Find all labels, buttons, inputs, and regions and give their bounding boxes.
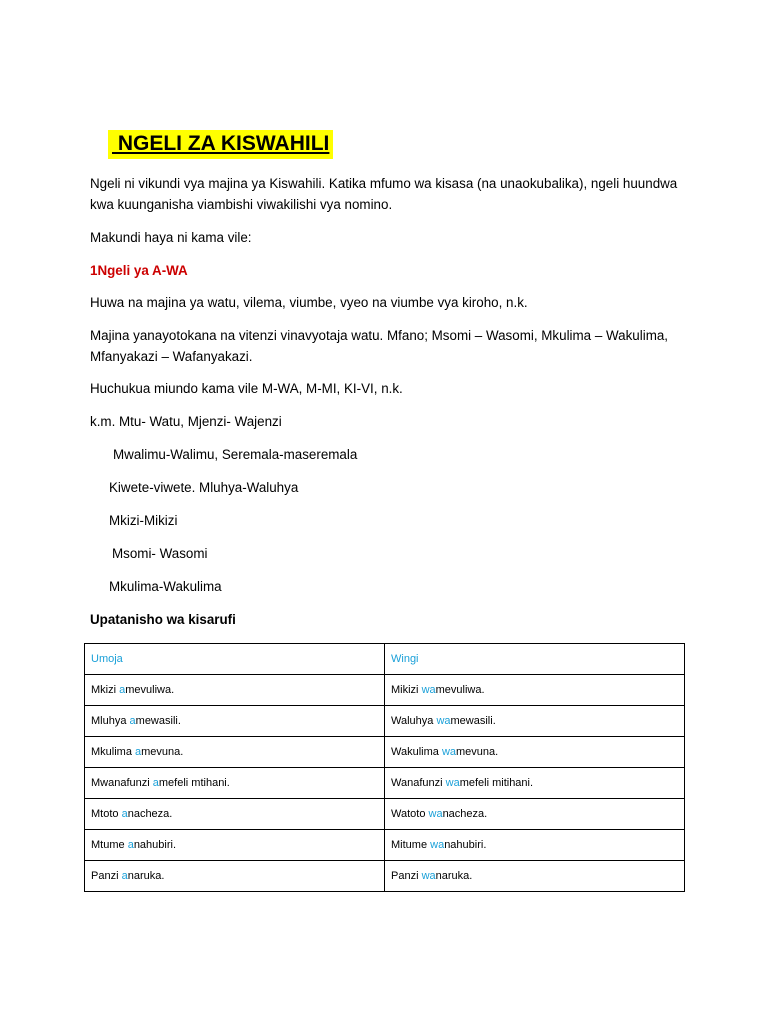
sentence-text: Mluhya [91,715,130,727]
umoja-cell [85,706,385,737]
agreement-marker: wa [445,777,460,789]
table-row [85,861,685,892]
wingi-cell [385,706,685,737]
agreement-marker: a [119,684,126,696]
sentence-text: mewasili. [135,715,181,727]
agreement-marker: wa [430,839,445,851]
wingi-cell [385,861,685,892]
agreement-marker: wa [441,746,456,758]
paragraph-vitenzi: Majina yanayotokana na vitenzi vinavyotaja watu. Mfano; Msomi – Wasomi, Mkulima – Wakulima, Mfanyakazi – Wafanyakazi. [90,328,669,364]
column-header-wingi: Wingi [385,644,685,675]
sentence-text: Mikizi [391,684,422,696]
sentence-text: mevuna. [141,746,184,758]
example-line: Mkulima-Wakulima [109,579,222,594]
sentence-text: nahubiri. [133,839,177,851]
wingi-cell [385,799,685,830]
sentence-text: Mtoto [91,808,122,820]
sentence-text: Wakulima [391,746,442,758]
example-line: Kiwete-viwete. Mluhya-Waluhya [109,480,299,495]
wingi-cell [385,675,685,706]
section-heading-awa: 1Ngeli ya A-WA [90,263,188,278]
table-row [85,830,685,861]
agreement-table [84,643,685,892]
sentence-text: Mtume [91,839,128,851]
umoja-cell [85,861,385,892]
sentence-text: mefeli mitihani. [459,777,534,789]
sentence-text: mefeli mtihani. [158,777,230,789]
wingi-cell [385,830,685,861]
table-row [85,799,685,830]
table-heading: Upatanisho wa kisarufi [90,612,236,627]
umoja-cell [85,768,385,799]
example-line: Msomi- Wasomi [112,546,208,561]
umoja-cell [85,830,385,861]
sentence-text: Mitume [391,839,431,851]
sentence-text: mewasili. [450,715,496,727]
agreement-marker: wa [421,870,436,882]
sentence-text: naruka. [127,870,165,882]
wingi-cell [385,737,685,768]
sentence-text: Watoto [391,808,429,820]
sentence-text: Mwanafunzi [91,777,153,789]
sentence-text: naruka. [435,870,473,882]
agreement-marker: wa [421,684,436,696]
paragraph-miundo: Huchukua miundo kama vile M-WA, M-MI, KI-VI, n.k. [90,381,403,396]
column-header-umoja: Umoja [85,644,385,675]
umoja-cell [85,675,385,706]
agreement-marker: wa [436,715,451,727]
umoja-cell [85,799,385,830]
sentence-text: Mkizi [91,684,120,696]
paragraph-majina-ya-watu: Huwa na majina ya watu, vilema, viumbe, vyeo na viumbe vya kiroho, n.k. [90,295,528,310]
agreement-marker: a [127,839,134,851]
page-title: NGELI ZA KISWAHILI [108,130,333,159]
sentence-text: nahubiri. [444,839,487,851]
agreement-marker: a [121,870,128,882]
sentence-text: nacheza. [127,808,173,820]
agreement-marker: a [152,777,159,789]
sentence-text: mevuliwa. [435,684,485,696]
wingi-cell [385,768,685,799]
table-row [85,706,685,737]
agreement-marker: wa [428,808,443,820]
agreement-marker: a [121,808,128,820]
sentence-text: Mkulima [91,746,136,758]
umoja-cell [85,737,385,768]
table-header-row [85,644,685,675]
sentence-text: mevuna. [456,746,499,758]
example-line: Mkizi-Mikizi [109,513,178,528]
agreement-marker: a [129,715,136,727]
example-line: Mwalimu-Walimu, Seremala-maseremala [113,447,358,462]
sentence-text: Wanafunzi [391,777,446,789]
sentence-text: Panzi [391,870,422,882]
sentence-text: nacheza. [442,808,488,820]
table-row [85,768,685,799]
table-row [85,675,685,706]
sentence-text: Waluhya [391,715,437,727]
table-row [85,737,685,768]
makundi-paragraph: Makundi haya ni kama vile: [90,230,252,245]
sentence-text: mevuliwa. [125,684,175,696]
agreement-marker: a [135,746,142,758]
sentence-text: Panzi [91,870,122,882]
intro-paragraph: Ngeli ni vikundi vya majina ya Kiswahili. Katika mfumo wa kisasa (na unaokubalika), ngeli huundwa kwa kuunganisha viambishi viwakilishi vya nomino. [90,176,678,212]
example-line: k.m. Mtu- Watu, Mjenzi- Wajenzi [90,414,282,429]
